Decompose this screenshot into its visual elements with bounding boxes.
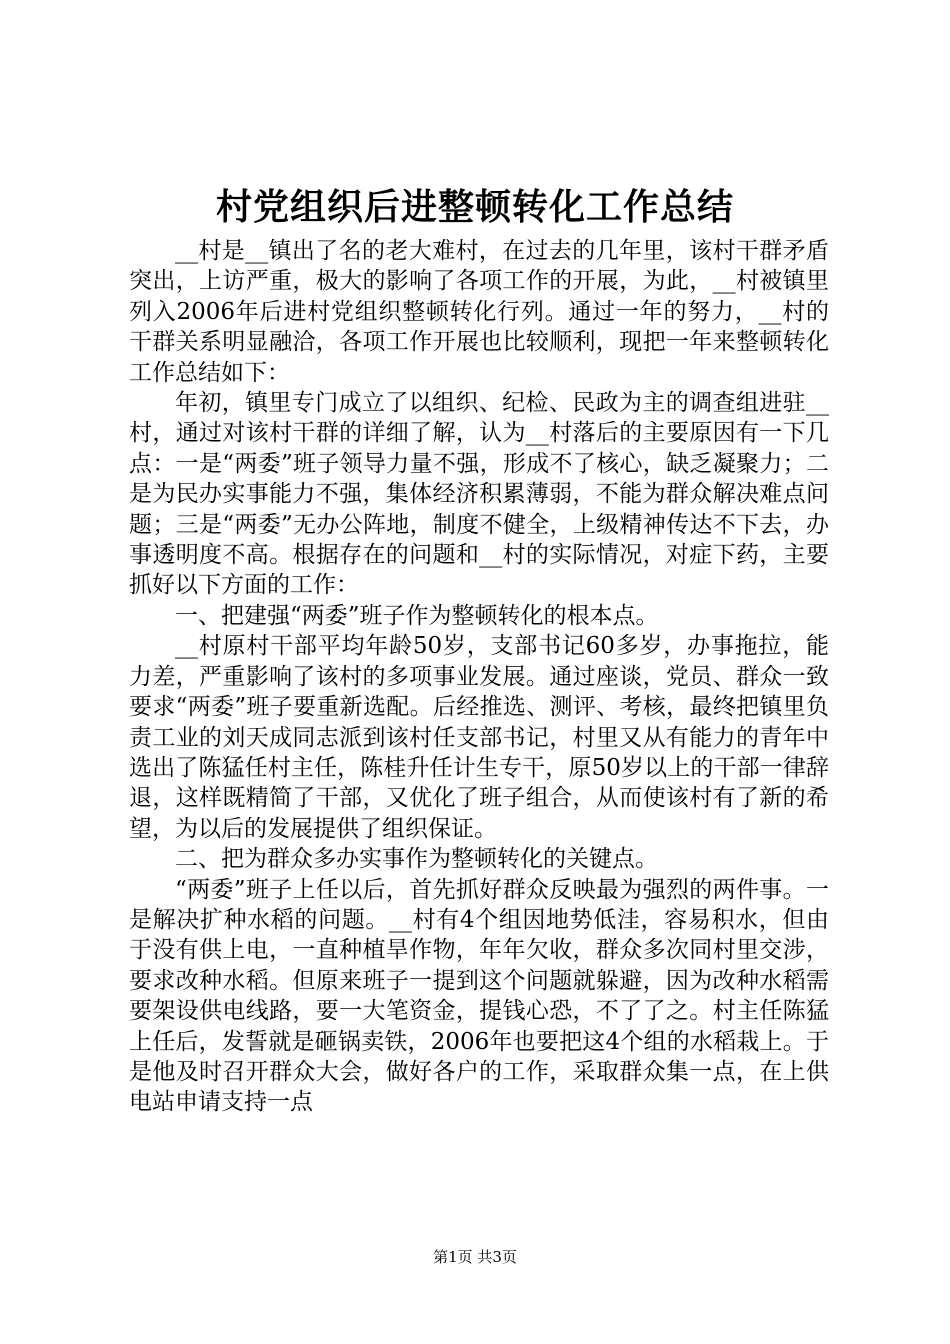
document-title: 村党组织后进整顿转化工作总结 bbox=[215, 186, 734, 228]
section-heading-1: 一、把建强“两委”班子作为整顿转化的根本点。 bbox=[175, 602, 659, 629]
document-body bbox=[129, 236, 829, 1118]
paragraph-practical-work: “两委”班子上任以后，首先抓好群众反映最为强烈的两件事。一是解决扩种水稻的问题。__村有4个组因地势低洼，容易积水，但由于没有供上电，一直种植旱作物，年年欠收，群众多次同村里交涉，要求改种水稻。但原来班子一提到这个问题就躲避，因为改种水稻需要架设供电线路，要一大笔资金，提钱心恐，不了了之。村主任陈猛上任后，发誓就是砸锅卖铁，2006年也要把这4个组的水稻栽上。于是他及时召开群众大会，做好各户的工作，采取群众集一点，在上供电站申请支持一点 bbox=[129, 876, 829, 1116]
section-heading-2: 二、把为群众多办实事作为整顿转化的关键点。 bbox=[175, 846, 658, 873]
paragraph-intro: __村是__镇出了名的老大难村，在过去的几年里，该村干群矛盾突出，上访严重，极大的影响了各项工作的开展，为此，__村被镇里列入2006年后进村党组织整顿转化行列。通过一年的努力，__村的干群关系明显融洽，各项工作开展也比较顺利，现把一年来整顿转化工作总结如下： bbox=[129, 238, 829, 386]
paragraph-investigation: 年初，镇里专门成立了以组织、纪检、民政为主的调查组进驻__村，通过对该村干群的详细了解，认为__村落后的主要原因有一下几点：一是“两委”班子领导力量不强，形成不了核心，缺乏凝聚力；二是为民办实事能力不强，集体经济积累薄弱，不能为群众解决难点问题；三是“两委”无办公阵地，制度不健全，上级精神传达不下去，办事透明度不高。根据存在的问题和__村的实际情况，对症下药，主要抓好以下方面的工作： bbox=[129, 390, 829, 599]
page-footer: 第1页 共3页 bbox=[433, 1248, 517, 1266]
paragraph-leadership: __村原村干部平均年龄50岁，支部书记60多岁，办事拖拉，能力差，严重影响了该村的多项事业发展。通过座谈，党员、群众一致要求“两委”班子要重新选配。后经推选、测评、考核，最终把镇里负责工业的刘天成同志派到该村任支部书记，村里又从有能力的青年中选出了陈猛任村主任，陈桂升任计生专干，原50岁以上的干部一律辞退，这样既精简了干部，又优化了班子组合，从而使该村有了新的希望，为以后的发展提供了组织保证。 bbox=[129, 633, 829, 842]
